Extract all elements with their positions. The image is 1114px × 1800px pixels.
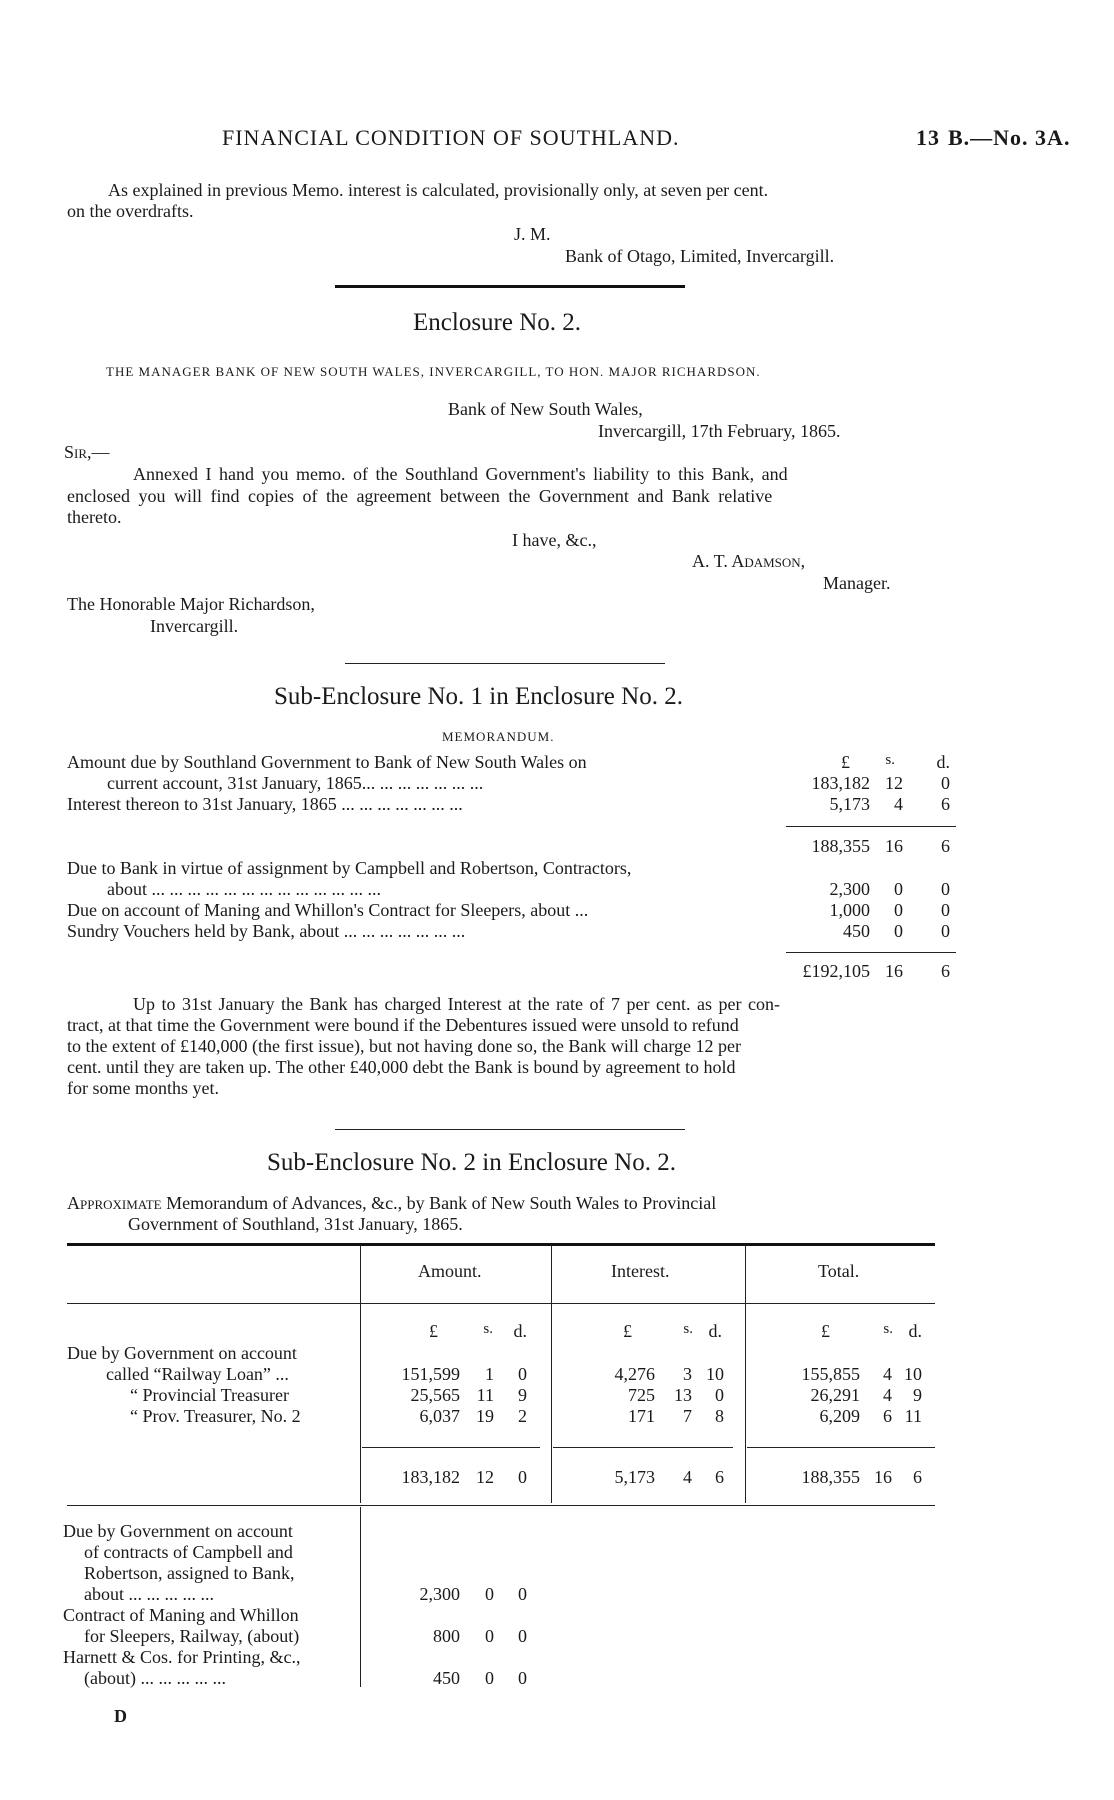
- sub2-other-amount-1-l: 800: [433, 1626, 460, 1646]
- sub2-other-label-5: for Sleepers, Railway, (about): [84, 1626, 300, 1646]
- sub2-other-label-3: about ... ... ... ... ...: [84, 1584, 214, 1604]
- sub1-row2-2-text: Due on account of Maning and Whillon's Contract for Sleepers, about ...: [67, 900, 589, 920]
- sub1-row2-2-d: 0: [941, 900, 950, 920]
- sub2-table-bottom-rule: [67, 1505, 935, 1506]
- sub2-interest-1-d: 0: [715, 1385, 724, 1405]
- footer-signature-letter: D: [114, 1706, 127, 1726]
- sub2-amount-unit-d: d.: [513, 1321, 527, 1341]
- sub2-sum-amount-l: 183,182: [401, 1467, 460, 1487]
- sub2-interest-unit-d: d.: [708, 1321, 722, 1341]
- divider-3: [335, 1129, 685, 1130]
- sub2-sum-interest-l: 5,173: [614, 1467, 655, 1487]
- sub2-amount-0-d: 0: [518, 1364, 527, 1384]
- sub1-title: Sub-Enclosure No. 1 in Enclosure No. 2.: [274, 683, 683, 710]
- signatory: A. T. Adamson,: [692, 551, 806, 571]
- sub2-amount-0-l: 151,599: [401, 1364, 460, 1384]
- sub2-subtotal-rule-1: [362, 1447, 540, 1448]
- sub2-total-unit-d: d.: [908, 1321, 922, 1341]
- sub1-row-2-l: 5,173: [829, 794, 870, 814]
- sub1-note-1: Up to 31st January the Bank has charged Interest at the rate of 7 per cent. as per con-: [133, 994, 780, 1014]
- sub2-interest-2-d: 8: [715, 1406, 724, 1426]
- sub2-table-top-rule: [67, 1243, 935, 1246]
- sub2-total-1-l: 26,291: [810, 1385, 860, 1405]
- sub2-caption-1: [67, 1193, 716, 1214]
- sub2-amount-2-d: 2: [518, 1406, 527, 1426]
- sub1-subtotal-d: 6: [941, 836, 950, 856]
- sub2-other-label-0: Due by Government on account: [63, 1521, 293, 1541]
- addressee-1: The Honorable Major Richardson,: [67, 594, 315, 614]
- sub2-caption-rest: Memorandum of Advances, &c., by Bank of New South Wales to Provincial: [161, 1193, 717, 1213]
- letter-body-2: enclosed you will find copies of the agreement between the Government and Bank relative: [67, 486, 773, 506]
- sub1-subtotal-l: 188,355: [811, 836, 870, 856]
- sub1-row2-1-s: 0: [894, 879, 903, 899]
- sub1-note-3: to the extent of £140,000 (the first issue), but not having done so, the Bank will charge 12 per: [67, 1036, 742, 1056]
- sub2-subtotal-rule-3: [747, 1447, 935, 1448]
- page-number: 13: [916, 125, 940, 150]
- divider-1: [335, 285, 685, 288]
- intro-line-2: on the overdrafts.: [67, 201, 194, 221]
- sub2-header-amount: Amount.: [418, 1261, 482, 1281]
- sub2-other-amount-2-l: 450: [433, 1668, 460, 1688]
- sub2-label-2: “ Provincial Treasurer: [130, 1385, 289, 1405]
- letter-closing: I have, &c.,: [512, 530, 597, 550]
- divider-2: [345, 663, 665, 664]
- sub2-header-interest: Interest.: [611, 1261, 670, 1281]
- sub2-caption-smallcaps: Approximate: [67, 1193, 162, 1213]
- sub2-amount-0-s: 1: [485, 1364, 494, 1384]
- salutation: Sir,—: [64, 442, 110, 462]
- sub2-amount-1-s: 11: [476, 1385, 494, 1405]
- sub2-total-0-l: 155,855: [801, 1364, 860, 1384]
- sub2-header-total: Total.: [818, 1261, 860, 1281]
- sub1-note-5: for some months yet.: [67, 1078, 219, 1098]
- sub2-header-rule: [67, 1303, 935, 1304]
- sub1-col-shillings: s.: [885, 752, 895, 768]
- sub1-row2-3-l: 450: [843, 921, 870, 941]
- sub2-interest-unit-l: £: [623, 1321, 632, 1341]
- sub2-sum-interest-s: 4: [683, 1467, 692, 1487]
- sub1-row2-1-d: 0: [941, 879, 950, 899]
- sub1-row2-2-l: 1,000: [829, 900, 870, 920]
- sub1-row2-1-text: about ... ... ... ... ... ... ... ... ... ... ... ... ...: [107, 879, 381, 899]
- sub1-row-1-l: 183,182: [811, 773, 870, 793]
- sub2-other-label-1: of contracts of Campbell and: [84, 1542, 293, 1562]
- sub2-vline-2: [551, 1245, 552, 1503]
- sub2-sum-total-l: 188,355: [801, 1467, 860, 1487]
- sub2-other-amount-1-s: 0: [485, 1626, 494, 1646]
- sub1-note-2: tract, at that time the Government were bound if the Debentures issued were unsold to refund: [67, 1015, 739, 1035]
- sub2-other-vline: [360, 1507, 361, 1687]
- letter-body-1: Annexed I hand you memo. of the Southland Government's liability to this Bank, and: [133, 464, 788, 484]
- sub1-row2-3-text: Sundry Vouchers held by Bank, about ... ... ... ... ... ... ...: [67, 921, 466, 941]
- intro-bank: Bank of Otago, Limited, Invercargill.: [565, 246, 835, 266]
- sub1-total-l: £192,105: [802, 961, 870, 981]
- sub2-interest-0-l: 4,276: [614, 1364, 655, 1384]
- sub2-total-0-s: 4: [883, 1364, 892, 1384]
- sub2-vline-3: [745, 1245, 746, 1503]
- sub2-total-0-d: 10: [904, 1364, 922, 1384]
- sub2-sum-interest-d: 6: [715, 1467, 724, 1487]
- sub2-total-1-d: 9: [913, 1385, 922, 1405]
- memorandum-label: MEMORANDUM.: [442, 729, 555, 744]
- sub2-total-unit-s: s.: [883, 1321, 893, 1337]
- address-line-1: Bank of New South Wales,: [448, 399, 643, 419]
- sub1-row2-3-d: 0: [941, 921, 950, 941]
- sub1-row-1-s: 12: [885, 773, 903, 793]
- sub2-amount-unit-s: s.: [483, 1321, 493, 1337]
- document-ref: B.—No. 3A.: [948, 125, 1071, 150]
- sub2-other-label-4: Contract of Maning and Whillon: [63, 1605, 299, 1625]
- sub1-row2-0-text: Due to Bank in virtue of assignment by Campbell and Robertson, Contractors,: [67, 858, 632, 878]
- sub2-sum-amount-d: 0: [518, 1467, 527, 1487]
- sub2-subtotal-rule-2: [553, 1447, 733, 1448]
- intro-line-1: As explained in previous Memo. interest is calculated, provisionally only, at seven per cent.: [108, 180, 769, 200]
- sub2-sum-total-d: 6: [913, 1467, 922, 1487]
- sub2-total-unit-l: £: [821, 1321, 830, 1341]
- sub2-caption-2: Government of Southland, 31st January, 1865.: [128, 1214, 463, 1234]
- sub2-interest-0-s: 3: [683, 1364, 692, 1384]
- sub1-total-s: 16: [885, 961, 903, 981]
- sub1-row-0-text: Amount due by Southland Government to Bank of New South Wales on: [67, 752, 587, 772]
- sub2-interest-0-d: 10: [706, 1364, 724, 1384]
- sub1-note-4: cent. until they are taken up. The other £40,000 debt the Bank is bound by agreement to hold: [67, 1057, 736, 1077]
- sub2-interest-unit-s: s.: [683, 1321, 693, 1337]
- sub1-col-pence: d.: [936, 752, 950, 772]
- sub2-amount-unit-l: £: [429, 1321, 438, 1341]
- sub2-vline-1: [360, 1245, 361, 1503]
- sub2-other-amount-2-d: 0: [518, 1668, 527, 1688]
- sub2-other-label-6: Harnett & Cos. for Printing, &c.,: [63, 1647, 301, 1667]
- sub2-interest-2-s: 7: [683, 1406, 692, 1426]
- intro-initials: J. M.: [514, 224, 551, 244]
- sub1-row-1-text: current account, 31st January, 1865... ... ... ... ... ... ...: [107, 773, 484, 793]
- sub2-sum-total-s: 16: [874, 1467, 892, 1487]
- sub2-amount-1-d: 9: [518, 1385, 527, 1405]
- sub2-other-amount-0-l: 2,300: [419, 1584, 460, 1604]
- sub2-amount-2-l: 6,037: [419, 1406, 460, 1426]
- sub2-title: Sub-Enclosure No. 2 in Enclosure No. 2.: [267, 1149, 676, 1176]
- sub1-col-pounds: £: [841, 752, 850, 772]
- sub1-total-d: 6: [941, 961, 950, 981]
- addressee-2: Invercargill.: [150, 616, 239, 636]
- letter-body-3: thereto.: [67, 507, 122, 527]
- sub2-total-2-s: 6: [883, 1406, 892, 1426]
- sub1-row2-3-s: 0: [894, 921, 903, 941]
- sub2-total-2-l: 6,209: [819, 1406, 860, 1426]
- enclosure-title: Enclosure No. 2.: [413, 309, 582, 336]
- sub2-other-amount-1-d: 0: [518, 1626, 527, 1646]
- sub1-row-2-s: 4: [894, 794, 903, 814]
- sub2-total-2-d: 11: [904, 1406, 922, 1426]
- sub1-row2-2-s: 0: [894, 900, 903, 920]
- enclosure-subtitle: THE MANAGER BANK OF NEW SOUTH WALES, INVERCARGILL, TO HON. MAJOR RICHARDSON.: [106, 364, 761, 379]
- sub2-amount-1-l: 25,565: [410, 1385, 460, 1405]
- sub2-total-1-s: 4: [883, 1385, 892, 1405]
- sub1-row-2-text: Interest thereon to 31st January, 1865 ... ... ... ... ... ... ...: [67, 794, 463, 814]
- sub1-total-rule: [786, 952, 956, 953]
- sub2-other-label-2: Robertson, assigned to Bank,: [84, 1563, 295, 1583]
- sub2-other-label-7: (about) ... ... ... ... ...: [84, 1668, 226, 1688]
- sub2-label-1: called “Railway Loan” ...: [106, 1364, 289, 1384]
- sub2-interest-1-s: 13: [674, 1385, 692, 1405]
- page-title: FINANCIAL CONDITION OF SOUTHLAND.: [222, 125, 680, 150]
- sub2-label-3: “ Prov. Treasurer, No. 2: [130, 1406, 301, 1426]
- sub2-sum-amount-s: 12: [476, 1467, 494, 1487]
- sub1-row-2-d: 6: [941, 794, 950, 814]
- sub2-amount-2-s: 19: [476, 1406, 494, 1426]
- signatory-role: Manager.: [823, 573, 891, 593]
- address-line-2: Invercargill, 17th February, 1865.: [598, 421, 841, 441]
- sub1-row2-1-l: 2,300: [829, 879, 870, 899]
- sub2-interest-2-l: 171: [628, 1406, 655, 1426]
- sub1-subtotal-rule: [786, 826, 956, 827]
- sub1-row-1-d: 0: [941, 773, 950, 793]
- sub1-subtotal-s: 16: [885, 836, 903, 856]
- sub2-other-amount-0-s: 0: [485, 1584, 494, 1604]
- sub2-other-amount-0-d: 0: [518, 1584, 527, 1604]
- sub2-other-amount-2-s: 0: [485, 1668, 494, 1688]
- sub2-label-0: Due by Government on account: [67, 1343, 297, 1363]
- sub2-interest-1-l: 725: [628, 1385, 655, 1405]
